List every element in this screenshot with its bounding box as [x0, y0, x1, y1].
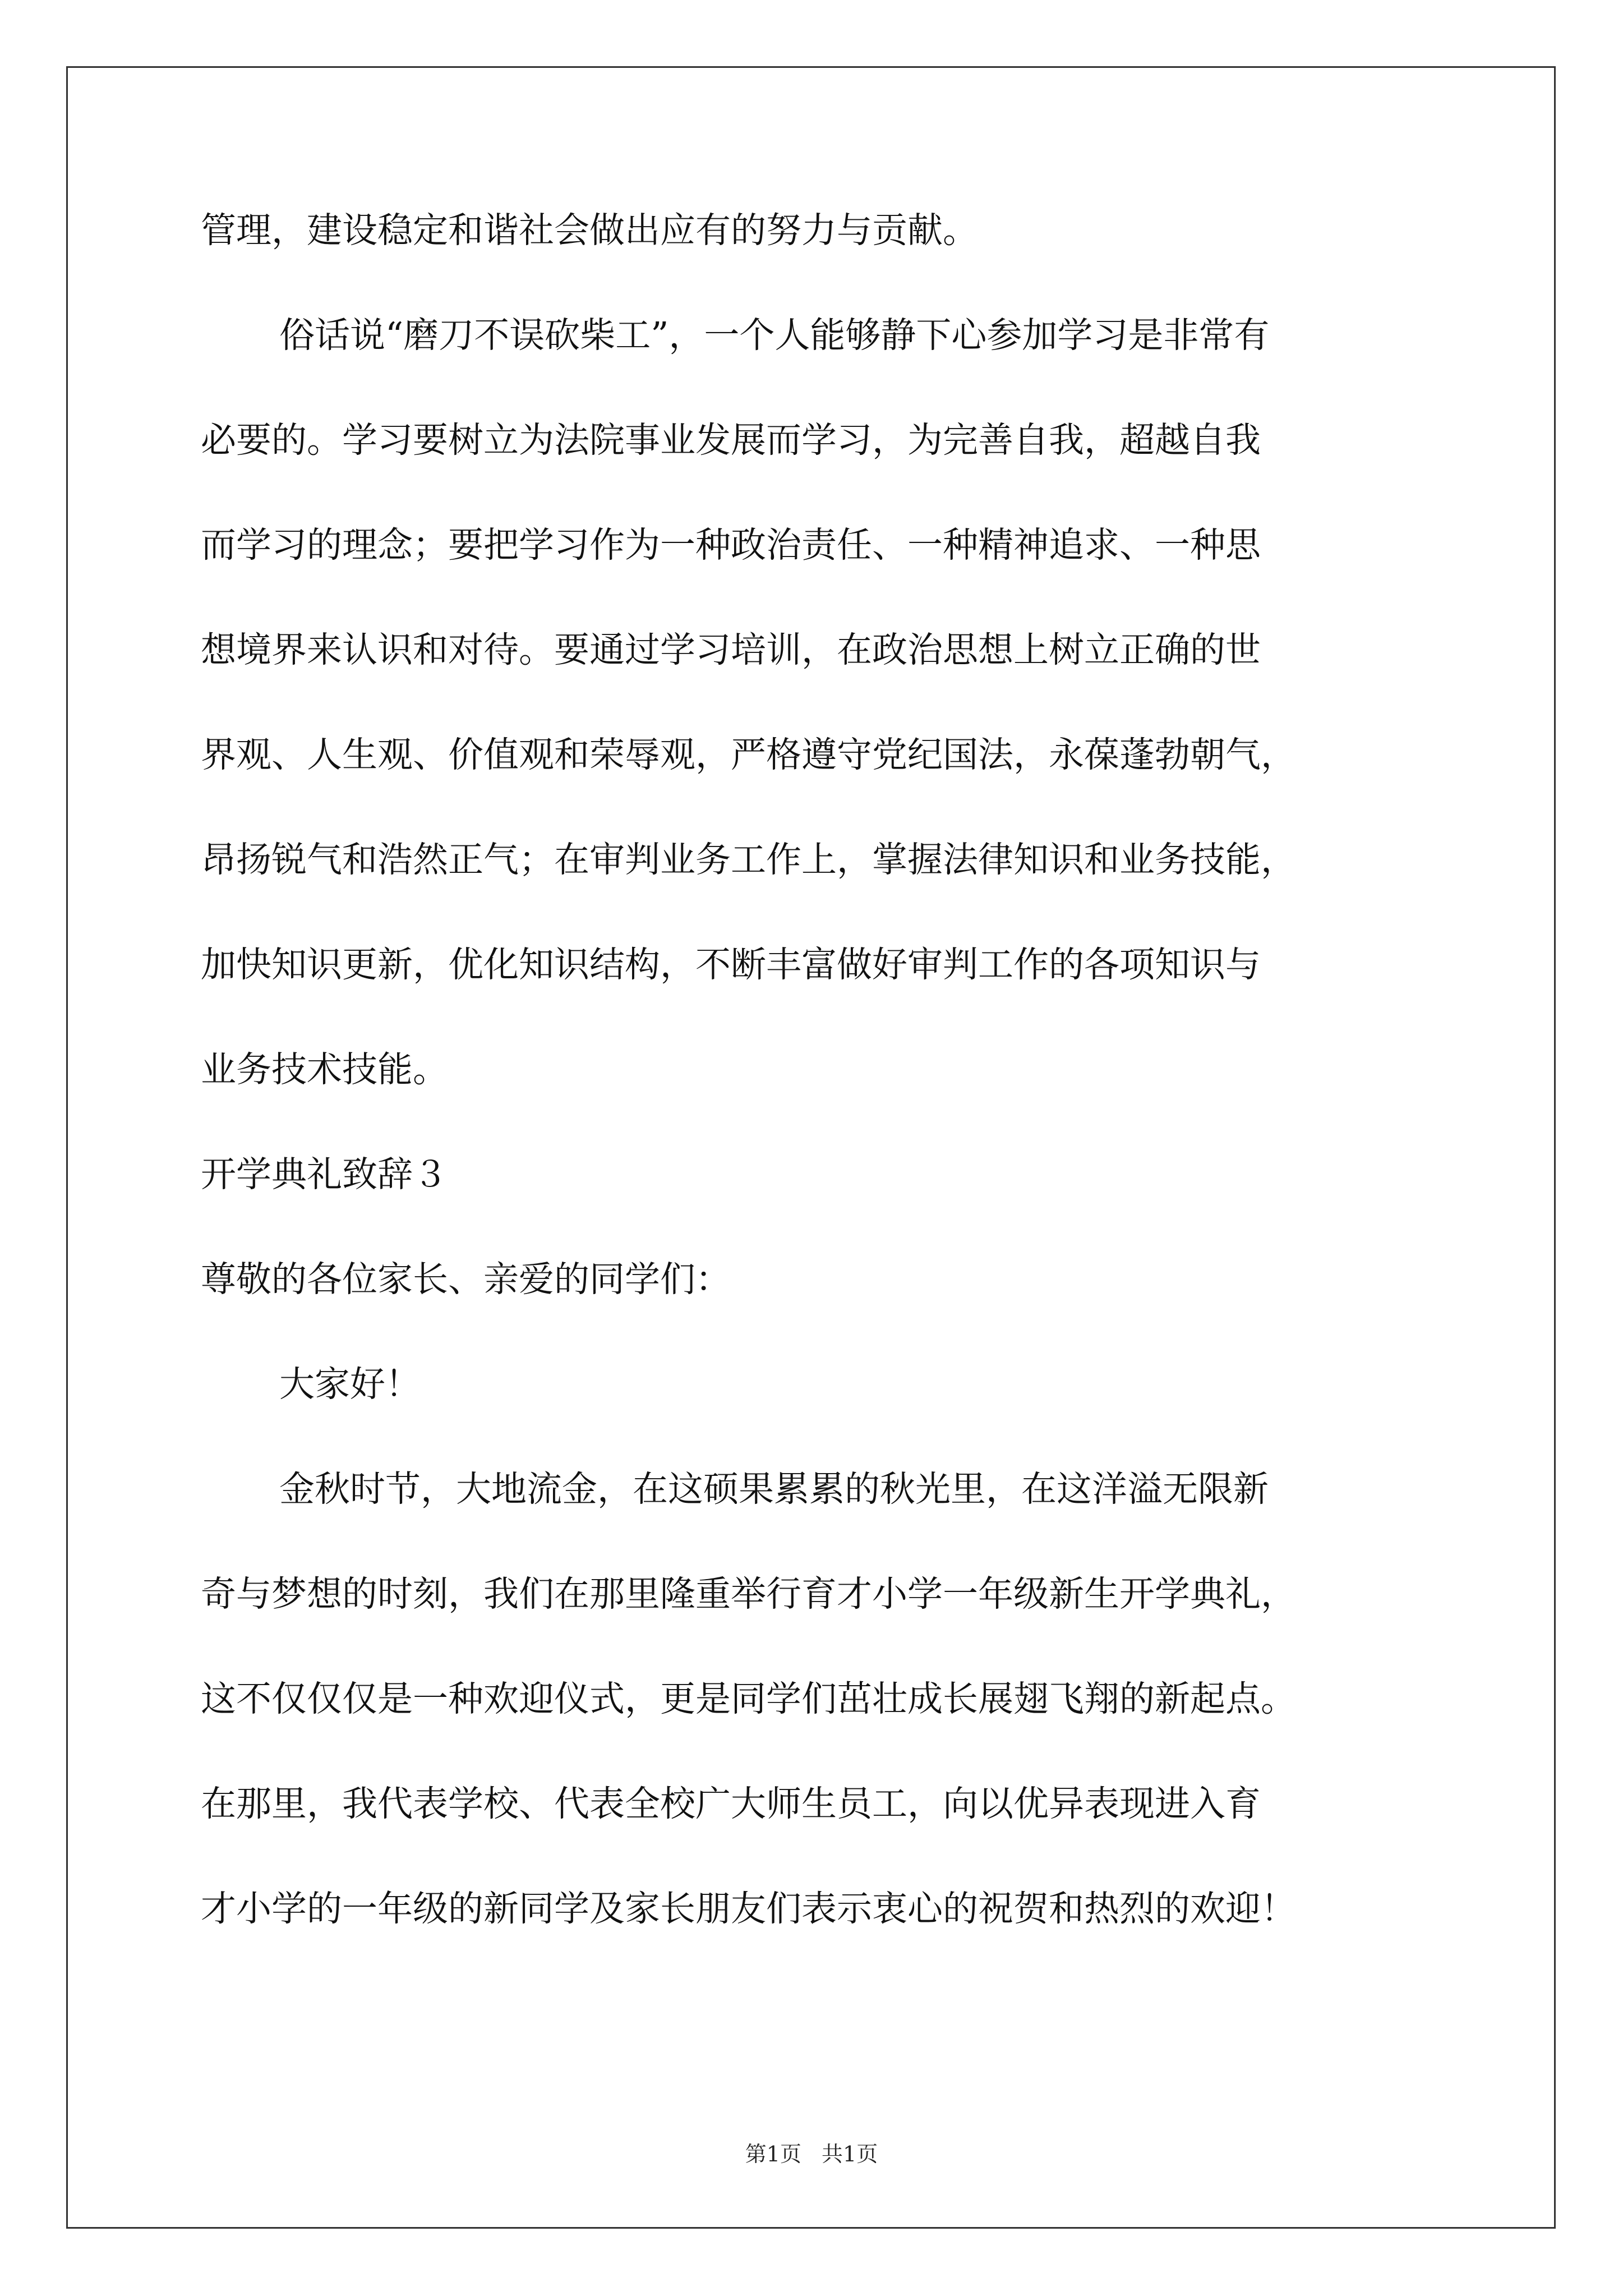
- document-body: [201, 211, 1427, 1994]
- section-heading: 开学典礼致辞３: [201, 1154, 448, 1195]
- text-line-14: 奇与梦想的时刻，我们在那里隆重举行育才小学一年级新生开学典礼，: [201, 1573, 1296, 1614]
- text-line-7: 昂扬锐气和浩然正气；在审判业务工作上，掌握法律知识和业务技能，: [201, 839, 1296, 880]
- page-total: 共1页: [822, 2142, 878, 2166]
- text-line-4: 而学习的理念；要把学习作为一种政治责任、一种精神追求、一种思: [201, 524, 1261, 565]
- salutation: 尊敬的各位家长、亲爱的同学们：: [201, 1259, 731, 1300]
- text-line-3: 必要的。学习要树立为法院事业发展而学习，为完善自我，超越自我: [201, 420, 1261, 461]
- page-number: 第1页: [745, 2142, 801, 2166]
- text-line-1: 管理，建设稳定和谐社会做出应有的努力与贡献。: [201, 210, 978, 251]
- greeting: 大家好！: [279, 1364, 421, 1405]
- text-line-13: 金秋时节，大地流金，在这硕果累累的秋光里，在这洋溢无限新: [279, 1469, 1269, 1510]
- page-footer: [0, 2142, 1623, 2166]
- text-line-16: 在那里，我代表学校、代表全校广大师生员工，向以优异表现进入育: [201, 1783, 1261, 1824]
- text-line-8: 加快知识更新，优化知识结构，不断丰富做好审判工作的各项知识与: [201, 944, 1261, 985]
- text-line-6: 界观、人生观、价值观和荣辱观，严格遵守党纪国法，永葆蓬勃朝气，: [201, 734, 1296, 775]
- text-line-5: 想境界来认识和对待。要通过学习培训，在政治思想上树立正确的世: [201, 629, 1261, 670]
- text-line-2: 俗话说“磨刀不误砍柴工”，一个人能够静下心参加学习是非常有: [279, 315, 1270, 356]
- text-line-9: 业务技术技能。: [201, 1049, 448, 1090]
- text-line-17: 才小学的一年级的新同学及家长朋友们表示衷心的祝贺和热烈的欢迎！: [201, 1888, 1296, 1929]
- text-line-15: 这不仅仅仅是一种欢迎仪式，更是同学们茁壮成长展翅飞翔的新起点。: [201, 1678, 1296, 1719]
